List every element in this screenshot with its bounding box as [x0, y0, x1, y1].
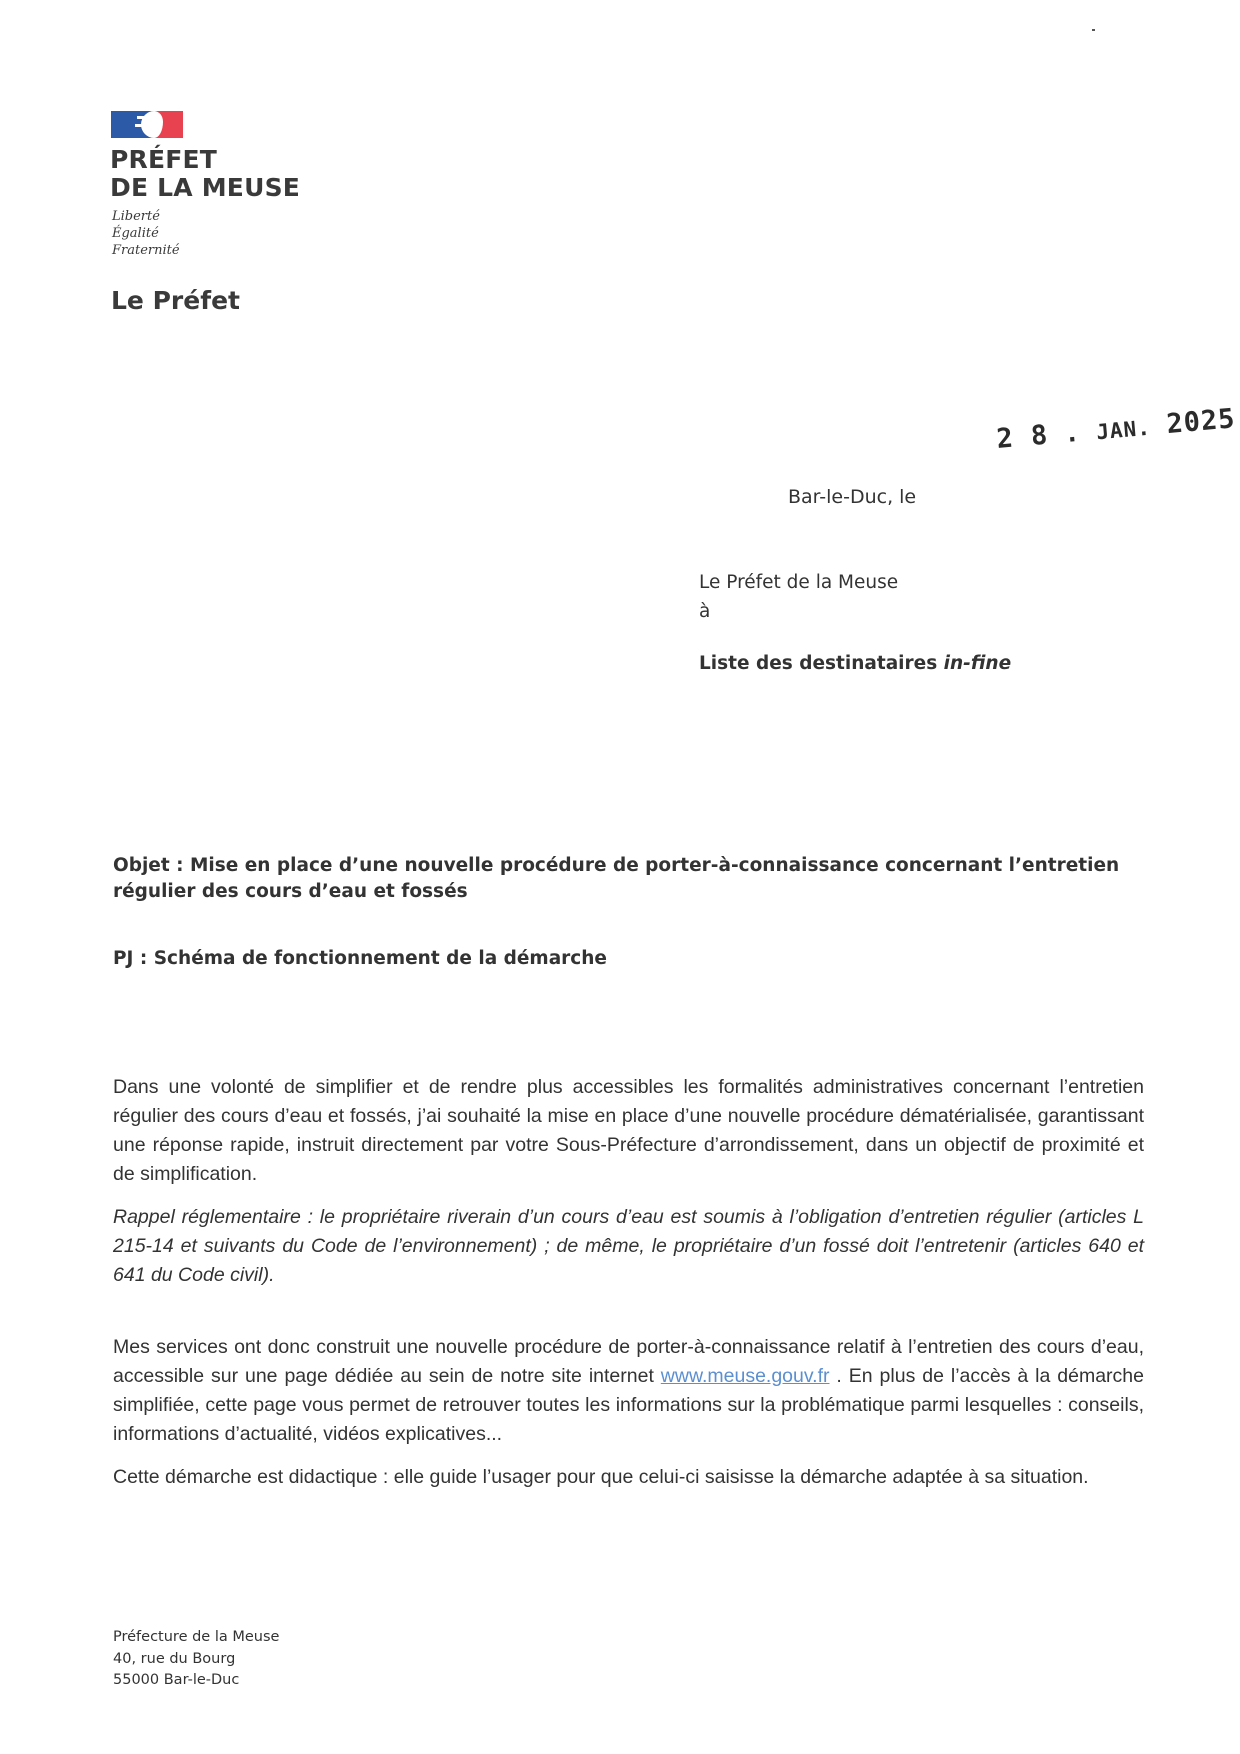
body-paragraph-intro: Dans une volonté de simplifier et de rendre plus accessibles les formalités administratives concernant l’entretien régulier des cours d’eau et fossés, j’ai souhaité la mise en place d’une nouvelle procédure dématérialisée, garantissant une réponse rapide, instruit directement par votre Sous-Préfecture d’arrondissement, dans un objectif de proximité et de simplification. — [113, 1076, 1144, 1185]
recipient-list — [699, 649, 1011, 678]
attachment-text: Schéma de fonctionnement de la démarche — [153, 948, 607, 969]
marianne-hair-stroke — [135, 124, 145, 127]
subject-text: Mise en place d’une nouvelle procédure de porter-à-connaissance concernant l’entretien régulier des cours d’eau et fossés — [113, 855, 1120, 902]
footer-org: Préfecture de la Meuse — [113, 1629, 280, 1645]
stamp-year: 2025 — [1165, 403, 1237, 441]
scan-speck — [1092, 29, 1095, 31]
motto-egalite: Égalité — [112, 226, 159, 241]
attachment-label: PJ : — [113, 948, 154, 969]
republic-motto — [112, 208, 180, 259]
place-date: Bar-le-Duc, le — [788, 486, 917, 508]
stamp-day: 2 8 — [995, 419, 1050, 455]
org-name-line2: DE LA MEUSE — [110, 173, 301, 202]
procedure-text-before-link: Mes services ont donc construit une nouvelle procédure de porter-à-connaissance relatif à l’entretien des cours d’eau, accessible sur une page dédiée au sein de notre site internet — [113, 1336, 1144, 1387]
procedure-text-after-link: . En plus de l’accès à la démarche simplifiée, cette page vous permet de retrouver toutes les informations sur la problématique parmi lesquelles : conseils, informations d’actualité, vidéos explicatives... — [113, 1365, 1144, 1445]
to-word: à — [699, 601, 711, 622]
recipient-block — [699, 568, 1011, 678]
sender-line: Le Préfet de la Meuse — [699, 572, 899, 593]
body-paragraph-didactic: Cette démarche est didactique : elle guide l’usager pour que celui-ci saisisse la démarche adaptée à sa situation. — [113, 1466, 1089, 1488]
marianne-logo — [111, 111, 183, 138]
organization-name — [110, 146, 300, 202]
subject-label: Objet : — [113, 855, 190, 876]
date-stamp: 2 8 . JAN. 2025 — [995, 403, 1237, 455]
body-paragraph-regulatory-reminder: Rappel réglementaire : le propriétaire riverain d’un cours d’eau est soumis à l’obligation d’entretien régulier (articles L 215-14 et suivants du Code de l’environnement) ; de même, le propriétaire d’un fossé doit l’entretenir (articles 640 et 641 du Code civil). — [113, 1206, 1144, 1286]
marianne-hair-stroke — [137, 116, 145, 119]
attachment-line — [113, 948, 607, 969]
footer-address — [113, 1627, 279, 1692]
body-paragraph-procedure — [113, 1333, 1144, 1449]
motto-liberte: Liberté — [112, 209, 160, 224]
recipient-list-infine: in-fine — [943, 653, 1012, 674]
footer-city: 55000 Bar-le-Duc — [113, 1672, 240, 1688]
motto-fraternite: Fraternité — [112, 243, 180, 258]
recipient-list-label: Liste des destinataires — [699, 653, 944, 674]
footer-street: 40, rue du Bourg — [113, 1650, 236, 1667]
stamp-month: JAN. — [1095, 415, 1152, 445]
sender-title: Le Préfet — [111, 286, 240, 315]
subject-line — [113, 853, 1153, 905]
meuse-gouv-link[interactable]: www.meuse.gouv.fr — [660, 1365, 830, 1387]
org-name-line1: PRÉFET — [110, 145, 218, 174]
